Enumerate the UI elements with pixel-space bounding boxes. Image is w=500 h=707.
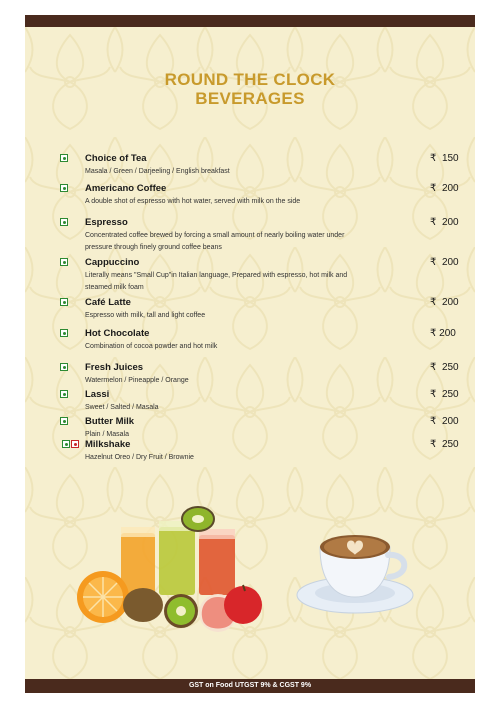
- rupee-symbol: ₹: [430, 439, 437, 450]
- price-value: 200: [441, 297, 459, 308]
- item-name: Cappuccino: [85, 257, 140, 268]
- price-value: 250: [441, 362, 459, 373]
- item-name: Café Latte: [85, 297, 131, 308]
- item-description: Masala / Green / Darjeeling / English breakfast: [85, 168, 230, 175]
- price-value: 200: [441, 257, 459, 268]
- item-description: Combination of cocoa powder and hot milk: [85, 343, 218, 350]
- item-description: Hazelnut Oreo / Dry Fruit / Brownie: [85, 454, 194, 461]
- veg-icon: [60, 218, 68, 226]
- rupee-symbol: ₹: [430, 183, 437, 194]
- price-value: 200: [441, 183, 459, 194]
- item-price: [430, 257, 459, 268]
- item-name: Choice of Tea: [85, 153, 147, 164]
- item-price: [430, 153, 459, 164]
- price-value: 250: [441, 439, 459, 450]
- footer-tax-bar: [25, 679, 475, 693]
- title-line-2: BEVERAGES: [195, 89, 305, 108]
- item-price: [430, 328, 456, 339]
- item-price: [430, 416, 459, 427]
- item-price: [430, 183, 459, 194]
- veg-icon: [60, 298, 68, 306]
- item-price: [430, 297, 459, 308]
- veg-icon: [60, 154, 68, 162]
- rupee-symbol: ₹: [430, 153, 437, 164]
- veg-icon: [60, 184, 68, 192]
- price-value: 200: [439, 328, 456, 339]
- rupee-symbol: ₹: [430, 416, 437, 427]
- price-value: 200: [441, 217, 459, 228]
- item-price: [430, 217, 459, 228]
- juices-and-fruits-image: [73, 505, 263, 635]
- item-name: Hot Chocolate: [85, 328, 150, 339]
- coffee-cup-image: [293, 517, 423, 617]
- title-line-1: ROUND THE CLOCK: [164, 70, 336, 89]
- price-value: 250: [441, 389, 459, 400]
- price-value: 150: [441, 153, 459, 164]
- item-description: Plain / Masala: [85, 431, 129, 438]
- rupee-symbol: ₹: [430, 257, 437, 268]
- veg-icon: [60, 417, 68, 425]
- tax-note: GST on Food UTGST 9% & CGST 9%: [188, 682, 312, 689]
- item-name: Butter Milk: [85, 416, 135, 427]
- item-name: Fresh Juices: [85, 362, 144, 373]
- veg-icon: [60, 329, 68, 337]
- rupee-symbol: ₹: [430, 362, 437, 373]
- top-border-bar: [25, 15, 475, 27]
- item-price: [430, 439, 459, 450]
- rupee-symbol: ₹: [430, 328, 437, 339]
- item-description: Sweet / Salted / Masala: [85, 404, 159, 411]
- veg-icon: [62, 440, 70, 448]
- item-description: Literally means "Small Cup"in Italian language, Prepared with espresso, hot milk and steamed milk foam: [85, 272, 348, 291]
- veg-icon: [60, 390, 68, 398]
- item-description: Watermelon / Pineapple / Orange: [85, 377, 189, 384]
- rupee-symbol: ₹: [430, 217, 437, 228]
- menu-page: [25, 15, 475, 693]
- item-description: Concentrated coffee brewed by forcing a small amount of nearly boiling water under pressure through finely ground coffee beans: [85, 232, 345, 251]
- item-price: [430, 362, 459, 373]
- veg-icon: [60, 363, 68, 371]
- item-name: Milkshake: [85, 439, 131, 450]
- rupee-symbol: ₹: [430, 389, 437, 400]
- nonveg-icon: [71, 440, 79, 448]
- page-title: [25, 70, 475, 108]
- rupee-symbol: ₹: [430, 297, 437, 308]
- item-name: Lassi: [85, 389, 110, 400]
- item-description: Espresso with milk, tall and light coffee: [85, 312, 206, 319]
- item-name: Americano Coffee: [85, 183, 167, 194]
- veg-icon: [60, 258, 68, 266]
- item-price: [430, 389, 459, 400]
- price-value: 200: [441, 416, 459, 427]
- item-name: Espresso: [85, 217, 128, 228]
- item-description: A double shot of espresso with hot water, served with milk on the side: [85, 198, 301, 205]
